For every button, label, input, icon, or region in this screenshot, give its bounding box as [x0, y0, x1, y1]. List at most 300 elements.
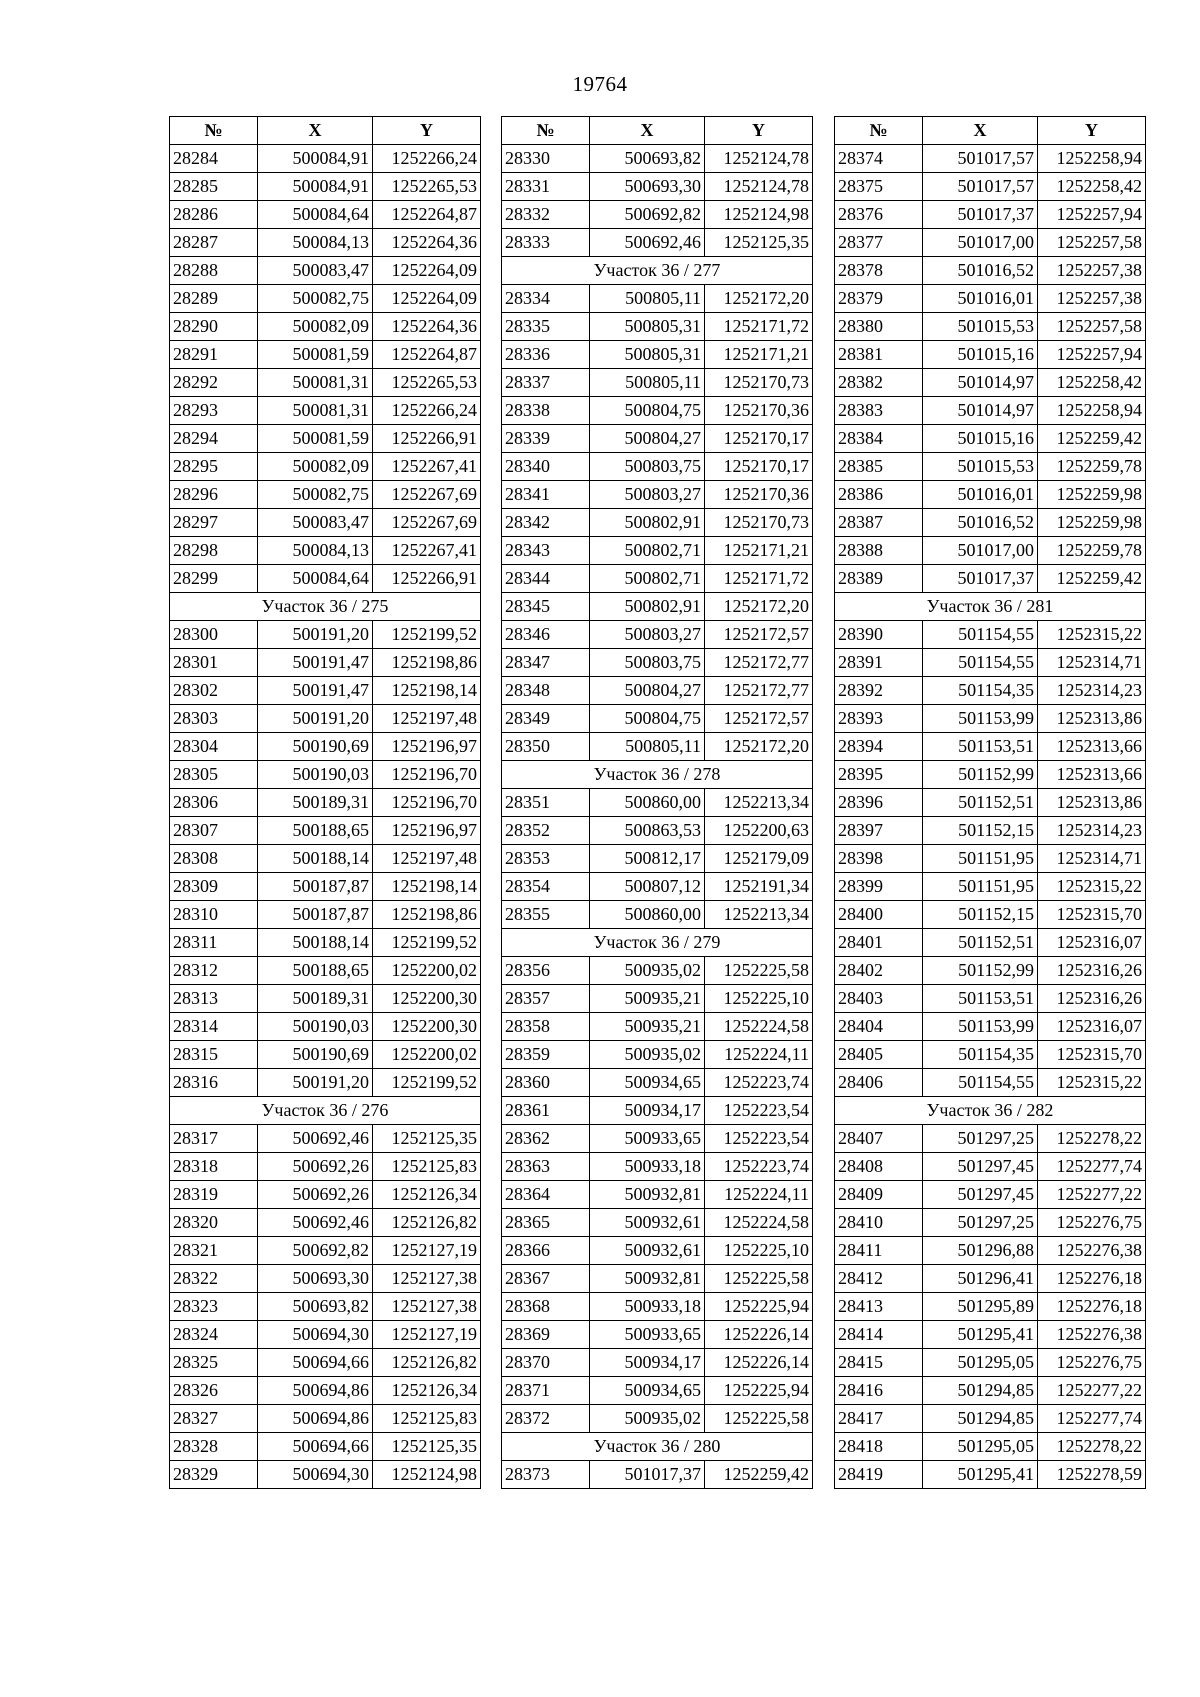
section-title: Участок 36 / 281	[835, 593, 1146, 621]
x-coordinate-cell: 500694,30	[258, 1321, 373, 1349]
table-row	[502, 1209, 813, 1237]
y-coordinate-cell: 1252315,70	[1038, 1041, 1146, 1069]
y-coordinate-cell: 1252125,35	[373, 1433, 481, 1461]
point-number-cell: 28399	[835, 873, 923, 901]
x-coordinate-cell: 501017,57	[923, 145, 1038, 173]
y-coordinate-cell: 1252266,91	[373, 565, 481, 593]
x-coordinate-cell: 500932,81	[590, 1181, 705, 1209]
y-coordinate-cell: 1252257,58	[1038, 313, 1146, 341]
x-coordinate-cell: 501014,97	[923, 397, 1038, 425]
x-coordinate-cell: 500932,81	[590, 1265, 705, 1293]
table-row	[170, 985, 481, 1013]
y-coordinate-cell: 1252258,94	[1038, 145, 1146, 173]
point-number-cell: 28407	[835, 1125, 923, 1153]
table-row	[502, 733, 813, 761]
table-row	[170, 1461, 481, 1489]
table-row	[170, 1069, 481, 1097]
table-row	[170, 537, 481, 565]
y-coordinate-cell: 1252225,10	[705, 1237, 813, 1265]
point-number-cell: 28417	[835, 1405, 923, 1433]
section-row	[170, 1097, 481, 1125]
table-row	[170, 761, 481, 789]
y-coordinate-cell: 1252315,70	[1038, 901, 1146, 929]
y-coordinate-cell: 1252223,74	[705, 1153, 813, 1181]
table-body	[170, 145, 481, 1489]
point-number-cell: 28330	[502, 145, 590, 173]
table-row	[170, 313, 481, 341]
table-row	[502, 593, 813, 621]
x-coordinate-cell: 500805,31	[590, 313, 705, 341]
table-row	[502, 1405, 813, 1433]
y-coordinate-cell: 1252265,53	[373, 369, 481, 397]
x-coordinate-cell: 500187,87	[258, 873, 373, 901]
table-row	[170, 649, 481, 677]
x-coordinate-cell: 500190,03	[258, 1013, 373, 1041]
table-row	[170, 705, 481, 733]
y-coordinate-cell: 1252314,71	[1038, 845, 1146, 873]
x-coordinate-cell: 501296,41	[923, 1265, 1038, 1293]
x-coordinate-cell: 501151,95	[923, 873, 1038, 901]
y-coordinate-cell: 1252266,91	[373, 425, 481, 453]
y-coordinate-cell: 1252277,74	[1038, 1405, 1146, 1433]
table-row	[170, 565, 481, 593]
point-number-cell: 28378	[835, 257, 923, 285]
x-coordinate-cell: 500812,17	[590, 845, 705, 873]
table-row	[835, 1405, 1146, 1433]
table-row	[835, 201, 1146, 229]
table-row	[502, 201, 813, 229]
y-coordinate-cell: 1252223,74	[705, 1069, 813, 1097]
section-title: Участок 36 / 276	[170, 1097, 481, 1125]
point-number-cell: 28338	[502, 397, 590, 425]
point-number-cell: 28297	[170, 509, 258, 537]
x-coordinate-cell: 501017,37	[923, 565, 1038, 593]
table-row	[835, 481, 1146, 509]
section-row	[502, 1433, 813, 1461]
y-coordinate-cell: 1252172,77	[705, 649, 813, 677]
x-coordinate-cell: 500081,59	[258, 341, 373, 369]
point-number-cell: 28405	[835, 1041, 923, 1069]
point-number-cell: 28345	[502, 593, 590, 621]
x-coordinate-cell: 501152,51	[923, 929, 1038, 957]
x-coordinate-cell: 500191,20	[258, 1069, 373, 1097]
x-coordinate-cell: 500934,17	[590, 1349, 705, 1377]
table-row	[835, 285, 1146, 313]
point-number-cell: 28367	[502, 1265, 590, 1293]
table-row	[502, 145, 813, 173]
point-number-cell: 28327	[170, 1405, 258, 1433]
table-row	[835, 1433, 1146, 1461]
y-coordinate-cell: 1252266,24	[373, 397, 481, 425]
y-coordinate-cell: 1252225,58	[705, 1405, 813, 1433]
x-coordinate-cell: 501017,37	[923, 201, 1038, 229]
point-number-cell: 28412	[835, 1265, 923, 1293]
x-coordinate-cell: 500190,03	[258, 761, 373, 789]
y-coordinate-cell: 1252171,72	[705, 313, 813, 341]
table-row	[502, 901, 813, 929]
x-coordinate-cell: 501294,85	[923, 1405, 1038, 1433]
table-row	[170, 509, 481, 537]
point-number-cell: 28347	[502, 649, 590, 677]
y-coordinate-cell: 1252316,07	[1038, 929, 1146, 957]
table-row	[170, 957, 481, 985]
point-number-cell: 28362	[502, 1125, 590, 1153]
x-coordinate-cell: 500082,75	[258, 285, 373, 313]
y-coordinate-cell: 1252259,78	[1038, 537, 1146, 565]
table-row	[170, 341, 481, 369]
y-coordinate-cell: 1252200,02	[373, 1041, 481, 1069]
table-row	[835, 705, 1146, 733]
table-row	[502, 397, 813, 425]
point-number-cell: 28304	[170, 733, 258, 761]
point-number-cell: 28292	[170, 369, 258, 397]
y-coordinate-cell: 1252265,53	[373, 173, 481, 201]
x-coordinate-cell: 500860,00	[590, 901, 705, 929]
y-coordinate-cell: 1252199,52	[373, 929, 481, 957]
section-title: Участок 36 / 275	[170, 593, 481, 621]
x-coordinate-cell: 501017,00	[923, 537, 1038, 565]
point-number-cell: 28295	[170, 453, 258, 481]
y-coordinate-cell: 1252257,58	[1038, 229, 1146, 257]
point-number-cell: 28351	[502, 789, 590, 817]
x-coordinate-cell: 500692,82	[258, 1237, 373, 1265]
y-coordinate-cell: 1252313,66	[1038, 761, 1146, 789]
section-row	[835, 593, 1146, 621]
x-coordinate-cell: 500805,11	[590, 733, 705, 761]
y-coordinate-cell: 1252315,22	[1038, 1069, 1146, 1097]
table-row	[502, 341, 813, 369]
table-row	[835, 1041, 1146, 1069]
y-coordinate-cell: 1252258,42	[1038, 173, 1146, 201]
x-coordinate-cell: 501016,52	[923, 257, 1038, 285]
point-number-cell: 28298	[170, 537, 258, 565]
table-row	[502, 229, 813, 257]
point-number-cell: 28342	[502, 509, 590, 537]
y-coordinate-cell: 1252223,54	[705, 1097, 813, 1125]
y-coordinate-cell: 1252226,14	[705, 1349, 813, 1377]
table-row	[170, 677, 481, 705]
y-coordinate-cell: 1252199,52	[373, 1069, 481, 1097]
point-number-cell: 28301	[170, 649, 258, 677]
point-number-cell: 28361	[502, 1097, 590, 1125]
table-row	[502, 285, 813, 313]
y-coordinate-cell: 1252277,74	[1038, 1153, 1146, 1181]
header-y: Y	[373, 117, 481, 145]
section-title: Участок 36 / 278	[502, 761, 813, 789]
section-title: Участок 36 / 279	[502, 929, 813, 957]
point-number-cell: 28389	[835, 565, 923, 593]
point-number-cell: 28410	[835, 1209, 923, 1237]
point-number-cell: 28368	[502, 1293, 590, 1321]
point-number-cell: 28377	[835, 229, 923, 257]
y-coordinate-cell: 1252127,38	[373, 1265, 481, 1293]
table-row	[502, 1013, 813, 1041]
point-number-cell: 28286	[170, 201, 258, 229]
x-coordinate-cell: 501017,37	[590, 1461, 705, 1489]
point-number-cell: 28403	[835, 985, 923, 1013]
y-coordinate-cell: 1252225,94	[705, 1377, 813, 1405]
point-number-cell: 28360	[502, 1069, 590, 1097]
point-number-cell: 28302	[170, 677, 258, 705]
x-coordinate-cell: 501295,05	[923, 1433, 1038, 1461]
section-row	[170, 593, 481, 621]
y-coordinate-cell: 1252267,69	[373, 481, 481, 509]
table-row	[835, 1069, 1146, 1097]
y-coordinate-cell: 1252170,36	[705, 397, 813, 425]
y-coordinate-cell: 1252276,75	[1038, 1349, 1146, 1377]
table-row	[502, 705, 813, 733]
x-coordinate-cell: 500692,46	[258, 1209, 373, 1237]
y-coordinate-cell: 1252264,87	[373, 341, 481, 369]
point-number-cell: 28315	[170, 1041, 258, 1069]
table-row	[502, 537, 813, 565]
point-number-cell: 28375	[835, 173, 923, 201]
point-number-cell: 28290	[170, 313, 258, 341]
table-row	[835, 1153, 1146, 1181]
table-body	[835, 145, 1146, 1489]
y-coordinate-cell: 1252196,70	[373, 789, 481, 817]
table-row	[835, 1013, 1146, 1041]
y-coordinate-cell: 1252314,23	[1038, 817, 1146, 845]
x-coordinate-cell: 501152,99	[923, 957, 1038, 985]
y-coordinate-cell: 1252276,75	[1038, 1209, 1146, 1237]
table-row	[835, 733, 1146, 761]
table-row	[502, 845, 813, 873]
point-number-cell: 28357	[502, 985, 590, 1013]
y-coordinate-cell: 1252170,73	[705, 509, 813, 537]
x-coordinate-cell: 500802,91	[590, 593, 705, 621]
table-row	[835, 565, 1146, 593]
x-coordinate-cell: 500932,61	[590, 1209, 705, 1237]
x-coordinate-cell: 501154,35	[923, 1041, 1038, 1069]
y-coordinate-cell: 1252225,58	[705, 1265, 813, 1293]
y-coordinate-cell: 1252257,38	[1038, 285, 1146, 313]
y-coordinate-cell: 1252224,11	[705, 1041, 813, 1069]
table-row	[170, 1237, 481, 1265]
point-number-cell: 28379	[835, 285, 923, 313]
header-number: №	[835, 117, 923, 145]
x-coordinate-cell: 500933,18	[590, 1153, 705, 1181]
y-coordinate-cell: 1252124,78	[705, 145, 813, 173]
table-row	[835, 341, 1146, 369]
point-number-cell: 28366	[502, 1237, 590, 1265]
x-coordinate-cell: 500694,86	[258, 1377, 373, 1405]
table-row	[502, 1069, 813, 1097]
y-coordinate-cell: 1252259,78	[1038, 453, 1146, 481]
y-coordinate-cell: 1252316,07	[1038, 1013, 1146, 1041]
table-row	[835, 397, 1146, 425]
table-row	[170, 369, 481, 397]
table-row	[502, 621, 813, 649]
x-coordinate-cell: 500081,31	[258, 369, 373, 397]
table-row	[835, 257, 1146, 285]
table-row	[170, 201, 481, 229]
point-number-cell: 28317	[170, 1125, 258, 1153]
table-row	[835, 985, 1146, 1013]
point-number-cell: 28404	[835, 1013, 923, 1041]
y-coordinate-cell: 1252196,97	[373, 733, 481, 761]
y-coordinate-cell: 1252126,34	[373, 1181, 481, 1209]
x-coordinate-cell: 500083,47	[258, 509, 373, 537]
table-row	[502, 425, 813, 453]
table-row	[835, 1181, 1146, 1209]
x-coordinate-cell: 500084,91	[258, 173, 373, 201]
x-coordinate-cell: 501015,16	[923, 425, 1038, 453]
point-number-cell: 28356	[502, 957, 590, 985]
point-number-cell: 28306	[170, 789, 258, 817]
x-coordinate-cell: 501152,15	[923, 901, 1038, 929]
y-coordinate-cell: 1252278,22	[1038, 1125, 1146, 1153]
table-row	[502, 789, 813, 817]
table-row	[502, 1237, 813, 1265]
x-coordinate-cell: 500191,20	[258, 621, 373, 649]
x-coordinate-cell: 501297,25	[923, 1125, 1038, 1153]
table-row	[835, 145, 1146, 173]
table-row	[170, 425, 481, 453]
x-coordinate-cell: 500191,47	[258, 677, 373, 705]
x-coordinate-cell: 501296,88	[923, 1237, 1038, 1265]
table-row	[835, 873, 1146, 901]
y-coordinate-cell: 1252127,19	[373, 1237, 481, 1265]
table-row	[835, 313, 1146, 341]
table-row	[835, 1349, 1146, 1377]
y-coordinate-cell: 1252170,36	[705, 481, 813, 509]
x-coordinate-cell: 500933,65	[590, 1125, 705, 1153]
x-coordinate-cell: 500934,17	[590, 1097, 705, 1125]
point-number-cell: 28411	[835, 1237, 923, 1265]
point-number-cell: 28293	[170, 397, 258, 425]
point-number-cell: 28288	[170, 257, 258, 285]
point-number-cell: 28418	[835, 1433, 923, 1461]
y-coordinate-cell: 1252257,94	[1038, 341, 1146, 369]
table-row	[170, 1013, 481, 1041]
table-row	[170, 1181, 481, 1209]
table-row	[502, 1265, 813, 1293]
y-coordinate-cell: 1252197,48	[373, 845, 481, 873]
x-coordinate-cell: 501152,15	[923, 817, 1038, 845]
point-number-cell: 28316	[170, 1069, 258, 1097]
x-coordinate-cell: 500935,02	[590, 957, 705, 985]
point-number-cell: 28346	[502, 621, 590, 649]
y-coordinate-cell: 1252198,14	[373, 677, 481, 705]
x-coordinate-cell: 500804,27	[590, 677, 705, 705]
table-row	[502, 985, 813, 1013]
table-row	[835, 677, 1146, 705]
point-number-cell: 28350	[502, 733, 590, 761]
point-number-cell: 28303	[170, 705, 258, 733]
y-coordinate-cell: 1252226,14	[705, 1321, 813, 1349]
table-row	[170, 257, 481, 285]
header-y: Y	[1038, 117, 1146, 145]
point-number-cell: 28419	[835, 1461, 923, 1489]
y-coordinate-cell: 1252264,09	[373, 257, 481, 285]
point-number-cell: 28358	[502, 1013, 590, 1041]
page-number: 19764	[572, 72, 628, 96]
point-number-cell: 28308	[170, 845, 258, 873]
y-coordinate-cell: 1252314,23	[1038, 677, 1146, 705]
y-coordinate-cell: 1252172,20	[705, 733, 813, 761]
table-row	[170, 1041, 481, 1069]
section-row	[502, 929, 813, 957]
x-coordinate-cell: 500693,30	[590, 173, 705, 201]
table-row	[170, 1153, 481, 1181]
y-coordinate-cell: 1252223,54	[705, 1125, 813, 1153]
table-row	[835, 173, 1146, 201]
point-number-cell: 28321	[170, 1237, 258, 1265]
coordinates-table-2	[501, 116, 813, 1489]
x-coordinate-cell: 500082,09	[258, 453, 373, 481]
point-number-cell: 28387	[835, 509, 923, 537]
table-row	[835, 425, 1146, 453]
table-row	[170, 873, 481, 901]
y-coordinate-cell: 1252125,35	[373, 1125, 481, 1153]
table-row	[170, 1405, 481, 1433]
y-coordinate-cell: 1252199,52	[373, 621, 481, 649]
x-coordinate-cell: 501151,95	[923, 845, 1038, 873]
x-coordinate-cell: 500188,65	[258, 817, 373, 845]
x-coordinate-cell: 500191,47	[258, 649, 373, 677]
table-row	[835, 1125, 1146, 1153]
x-coordinate-cell: 501152,99	[923, 761, 1038, 789]
x-coordinate-cell: 501154,55	[923, 621, 1038, 649]
x-coordinate-cell: 500084,91	[258, 145, 373, 173]
x-coordinate-cell: 500694,86	[258, 1405, 373, 1433]
point-number-cell: 28311	[170, 929, 258, 957]
x-coordinate-cell: 501017,00	[923, 229, 1038, 257]
point-number-cell: 28370	[502, 1349, 590, 1377]
x-coordinate-cell: 500693,30	[258, 1265, 373, 1293]
point-number-cell: 28344	[502, 565, 590, 593]
x-coordinate-cell: 500804,75	[590, 705, 705, 733]
x-coordinate-cell: 500692,46	[590, 229, 705, 257]
x-coordinate-cell: 501153,51	[923, 985, 1038, 1013]
table-row	[170, 929, 481, 957]
table-row	[502, 1349, 813, 1377]
x-coordinate-cell: 500694,30	[258, 1461, 373, 1489]
table-row	[835, 537, 1146, 565]
point-number-cell: 28388	[835, 537, 923, 565]
x-coordinate-cell: 501295,41	[923, 1321, 1038, 1349]
y-coordinate-cell: 1252258,42	[1038, 369, 1146, 397]
table-row	[170, 1321, 481, 1349]
x-coordinate-cell: 500804,75	[590, 397, 705, 425]
y-coordinate-cell: 1252267,41	[373, 453, 481, 481]
point-number-cell: 28332	[502, 201, 590, 229]
table-row	[170, 1293, 481, 1321]
x-coordinate-cell: 501297,45	[923, 1181, 1038, 1209]
table-row	[502, 649, 813, 677]
y-coordinate-cell: 1252124,78	[705, 173, 813, 201]
point-number-cell: 28392	[835, 677, 923, 705]
x-coordinate-cell: 500802,71	[590, 537, 705, 565]
y-coordinate-cell: 1252171,72	[705, 565, 813, 593]
y-coordinate-cell: 1252315,22	[1038, 873, 1146, 901]
point-number-cell: 28402	[835, 957, 923, 985]
table-row	[170, 845, 481, 873]
point-number-cell: 28324	[170, 1321, 258, 1349]
point-number-cell: 28416	[835, 1377, 923, 1405]
x-coordinate-cell: 501154,55	[923, 649, 1038, 677]
point-number-cell: 28397	[835, 817, 923, 845]
x-coordinate-cell: 500805,11	[590, 285, 705, 313]
table-row	[502, 1321, 813, 1349]
point-number-cell: 28369	[502, 1321, 590, 1349]
x-coordinate-cell: 500084,13	[258, 229, 373, 257]
y-coordinate-cell: 1252126,82	[373, 1349, 481, 1377]
y-coordinate-cell: 1252172,20	[705, 593, 813, 621]
x-coordinate-cell: 500692,26	[258, 1181, 373, 1209]
y-coordinate-cell: 1252172,57	[705, 621, 813, 649]
